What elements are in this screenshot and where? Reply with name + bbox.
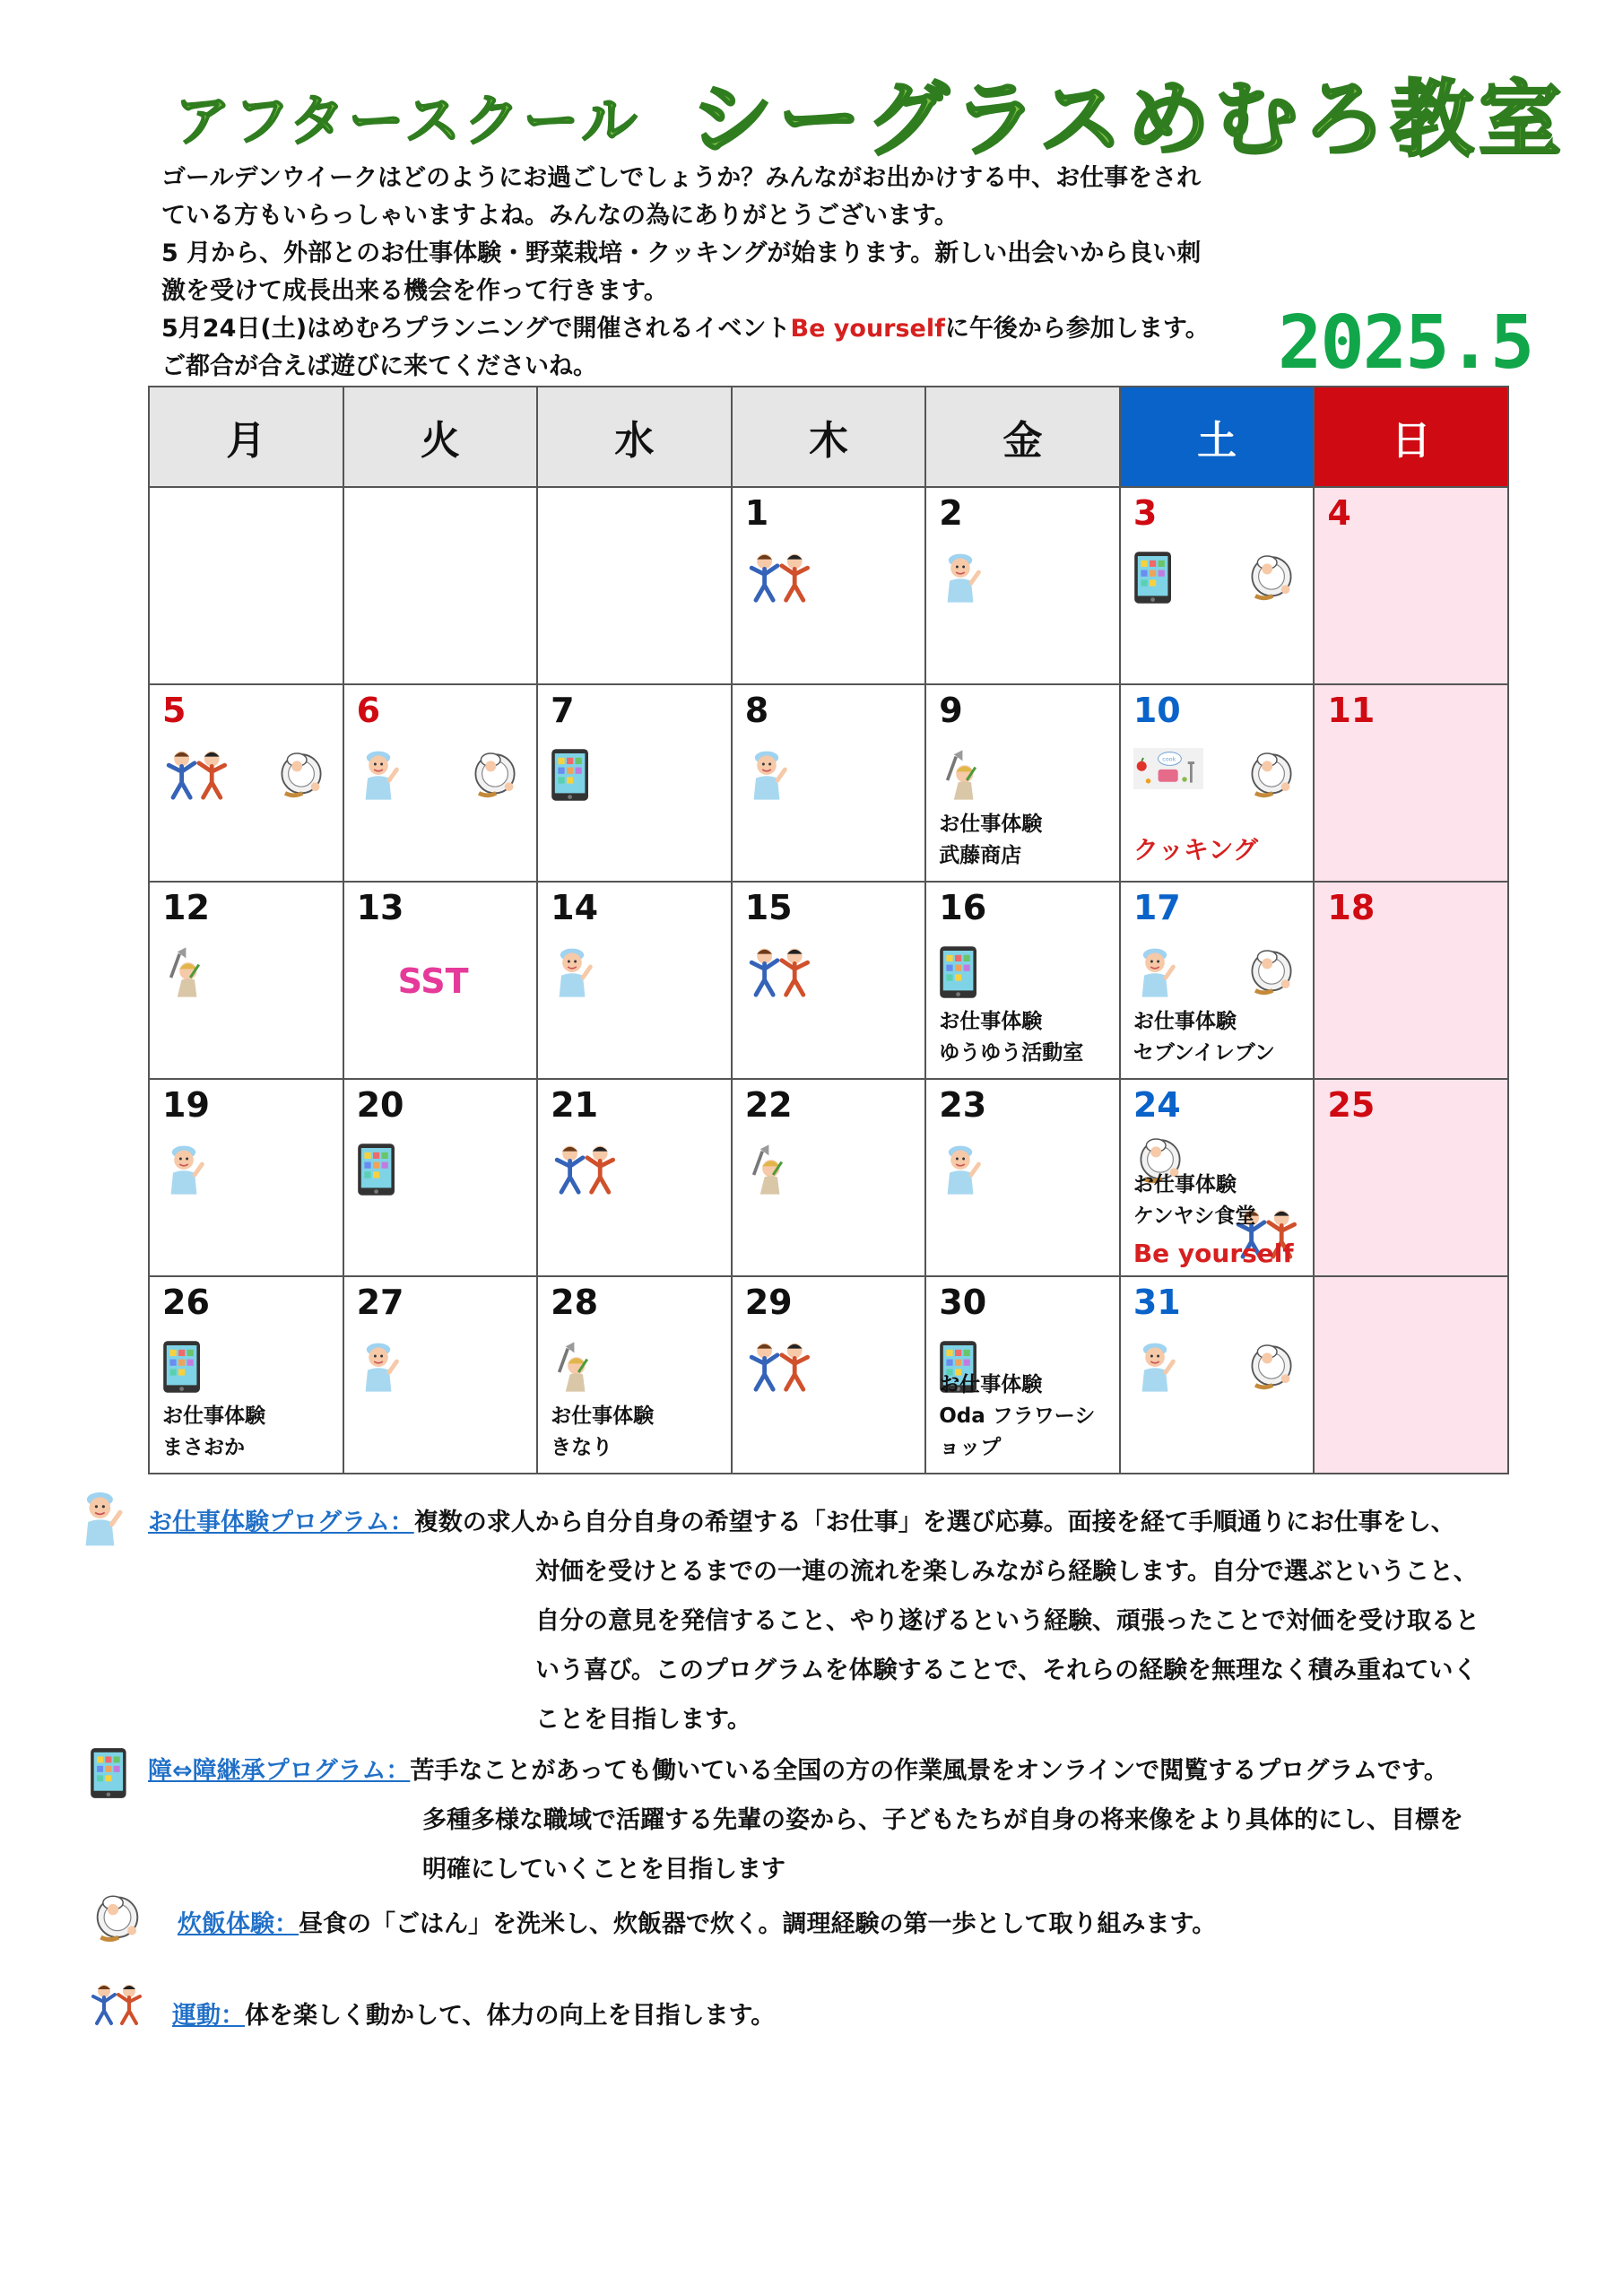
- day-event-text: [162, 1401, 337, 1464]
- calendar-day-cell: [149, 882, 343, 1079]
- gardening-icon: [162, 945, 205, 1003]
- calendar-day-cell: [343, 1079, 538, 1276]
- intro-text-part: 5月24日(土)はめむろプランニングで開催されるイベント: [161, 315, 791, 343]
- day-number: 15: [744, 888, 793, 927]
- gardening-icon: [939, 748, 982, 805]
- rice-cooking-icon: [1245, 748, 1298, 805]
- day-icons: [1133, 945, 1305, 1010]
- legend-rice-text: 昼食の「ごはん」を洗米し、炊飯器で炊く。調理経験の第一歩として取り組みます。: [299, 1910, 1217, 1938]
- day-number: 1: [744, 493, 769, 533]
- day-icons: [162, 1340, 334, 1405]
- day-event-text: [1133, 1170, 1308, 1232]
- day-number: 12: [162, 888, 210, 927]
- day-number: 5: [162, 691, 187, 730]
- event-type: お仕事体験: [939, 1010, 1043, 1033]
- weekday-sun: 日: [1314, 387, 1508, 487]
- event-type: お仕事体験: [1133, 1010, 1237, 1033]
- tablet-icon: [162, 1340, 201, 1397]
- day-icons: [939, 748, 1110, 813]
- day-number: 21: [551, 1085, 599, 1125]
- legend-online-line: 苦手なことがあっても働いている全国の方の作業風景をオンラインで閲覧するプログラムです。: [410, 1757, 1448, 1785]
- day-event-text: [1133, 1006, 1308, 1069]
- event-name: Be yourself: [790, 315, 945, 343]
- intro-line: ている方もいらっしゃいますよね。みんなの為にありがとうございます。: [161, 202, 959, 230]
- day-number: 14: [551, 888, 599, 927]
- calendar-day-cell: [925, 1079, 1120, 1276]
- calendar-day-cell: [925, 684, 1120, 882]
- day-number: 11: [1327, 691, 1376, 730]
- calendar-day-cell: [1314, 684, 1508, 882]
- event-type: お仕事体験: [162, 1405, 265, 1428]
- rice-cooking-icon: [274, 748, 328, 805]
- day-icons: [1133, 551, 1305, 615]
- worker-icon: [1133, 945, 1176, 1003]
- day-number: 27: [356, 1283, 404, 1322]
- tablet-icon: [551, 748, 589, 805]
- rice-cooking-icon: [1245, 1340, 1298, 1397]
- legend-exercise-title: 運動：: [172, 2002, 245, 2030]
- calendar-day-cell: [537, 487, 732, 684]
- calendar-day-cell: [1314, 1276, 1508, 1474]
- day-icons: [551, 1143, 722, 1207]
- event-name: Be yourself: [1133, 1239, 1294, 1268]
- day-icons: [745, 748, 916, 813]
- calendar: [148, 386, 1509, 1474]
- day-number: 20: [356, 1085, 404, 1125]
- event-place: 武藤商店: [939, 844, 1022, 867]
- calendar-day-cell: [925, 487, 1120, 684]
- calendar-week-row: [149, 684, 1508, 882]
- intro-line: ご都合が合えば遊びに来てくださいね。: [161, 352, 597, 380]
- exercise-icon: [551, 1143, 621, 1200]
- calendar-day-cell: [149, 1079, 343, 1276]
- day-number: 16: [939, 888, 987, 927]
- tablet-icon: [90, 1747, 127, 1803]
- rice-cooking-icon: [1245, 551, 1298, 608]
- rice-cooking-icon: [90, 1891, 145, 1950]
- day-icons: [745, 1340, 916, 1405]
- day-number: 30: [939, 1283, 987, 1322]
- day-icons: [357, 1143, 528, 1207]
- intro-text: [161, 160, 1264, 386]
- tablet-icon: [357, 1143, 395, 1200]
- day-number: 9: [939, 691, 963, 730]
- day-icons: [551, 945, 722, 1010]
- day-number: 18: [1327, 888, 1376, 927]
- svg-text:cook: cook: [1162, 755, 1176, 763]
- weekday-thu: 木: [732, 387, 926, 487]
- day-number: 31: [1133, 1283, 1181, 1322]
- calendar-day-cell: [1120, 684, 1315, 882]
- legend-rice-title: 炊飯体験：: [178, 1910, 299, 1938]
- calendar-day-cell: [343, 487, 538, 684]
- weekday-mon: 月: [149, 387, 343, 487]
- event-place: セブンイレブン: [1133, 1041, 1275, 1065]
- day-number: 26: [162, 1283, 210, 1322]
- day-number: 28: [551, 1283, 599, 1322]
- legend-work-line: 対価を受けとるまでの一連の流れを楽しみながら経験します。自分で選ぶということ、: [535, 1558, 1478, 1586]
- day-number: 4: [1327, 493, 1351, 533]
- worker-icon: [1133, 1340, 1176, 1397]
- tablet-icon: [939, 945, 977, 1003]
- legend-work-line: いう喜び。このプログラムを体験することで、それらの経験を無理なく積み重ねていく: [535, 1657, 1478, 1684]
- intro-text-part: に午後から参加します。: [944, 315, 1210, 343]
- legend-work-line: ことを目指します。: [535, 1706, 751, 1734]
- legend-online-line: 多種多様な職域で活躍する先輩の姿から、子どもたちが自身の将来像をより具体的にし、目標を: [422, 1806, 1463, 1834]
- day-number: 6: [356, 691, 381, 730]
- calendar-day-cell: [732, 487, 926, 684]
- day-event-text: [939, 1006, 1114, 1069]
- calendar-day-cell: [925, 882, 1120, 1079]
- day-icons: [745, 551, 916, 615]
- day-event-text: [939, 1370, 1114, 1464]
- day-icons: [939, 551, 1110, 615]
- worker-icon: [76, 1489, 124, 1552]
- day-icons: [939, 945, 1110, 1010]
- worker-icon: [357, 748, 400, 805]
- calendar-week-row: [149, 487, 1508, 684]
- event-place: Oda フラワーショップ: [939, 1405, 1096, 1459]
- event-type: お仕事体験: [551, 1405, 655, 1428]
- calendar-day-cell: [1314, 1079, 1508, 1276]
- legend-online-title: 障⇔障継承プログラム：: [148, 1757, 411, 1785]
- gardening-icon: [745, 1143, 788, 1200]
- weekday-tue: 火: [343, 387, 538, 487]
- worker-icon: [551, 945, 594, 1003]
- event-type: お仕事体験: [939, 813, 1043, 836]
- intro-line: ゴールデンウイークはどのようにお過ごしでしょうか？みんながお出かけする中、お仕事をされ: [161, 164, 1202, 192]
- calendar-day-cell: [732, 1079, 926, 1276]
- rice-cooking-icon: [468, 748, 522, 805]
- worker-icon: [939, 551, 982, 608]
- legend-online: [148, 1746, 1511, 1894]
- intro-line: 激を受けて成長出来る機会を作って行きます。: [161, 277, 668, 305]
- day-number: 29: [744, 1283, 793, 1322]
- legend-exercise: [172, 1991, 1499, 2040]
- worker-icon: [162, 1143, 205, 1200]
- weekday-header: [149, 387, 1508, 487]
- day-icons: [357, 1340, 528, 1405]
- worker-icon: [357, 1340, 400, 1397]
- rice-cooking-icon: [1245, 945, 1298, 1003]
- sst-label: SST: [397, 961, 469, 1001]
- worker-icon: [745, 748, 788, 805]
- legend-work: [148, 1498, 1511, 1744]
- legend-work-line: 自分の意見を発信すること、やり遂げるという経験、頑張ったことで対価を受け取ると: [535, 1607, 1480, 1635]
- worker-icon: [939, 1143, 982, 1200]
- tablet-icon: [1133, 551, 1172, 608]
- calendar-week-row: [149, 882, 1508, 1079]
- day-icons: [745, 945, 916, 1010]
- exercise-icon: [745, 551, 815, 608]
- event-place: ゆうゆう活動室: [939, 1041, 1084, 1065]
- day-icons: [162, 945, 334, 1010]
- day-number: 10: [1133, 691, 1181, 730]
- calendar-day-cell: [1120, 487, 1315, 684]
- calendar-week-row: [149, 1276, 1508, 1474]
- legend-exercise-text: 体を楽しく動かして、体力の向上を目指します。: [245, 2002, 776, 2030]
- calendar-day-cell: [149, 487, 343, 684]
- event-type: お仕事体験: [1133, 1173, 1237, 1196]
- calendar-day-cell: [343, 684, 538, 882]
- day-icons: [551, 748, 722, 813]
- calendar-day-cell: [1314, 487, 1508, 684]
- exercise-icon: [162, 748, 232, 805]
- calendar-day-cell: [1120, 1079, 1315, 1276]
- day-number: 19: [162, 1085, 210, 1125]
- day-number: 2: [939, 493, 963, 533]
- legend-work-title: お仕事体験プログラム：: [148, 1509, 414, 1536]
- day-icons: [162, 1143, 334, 1207]
- day-icons: [551, 1340, 722, 1405]
- event-type: お仕事体験: [939, 1373, 1043, 1396]
- intro-line: [161, 310, 1264, 348]
- calendar-day-cell: [732, 1276, 926, 1474]
- event-place: きなり: [551, 1436, 613, 1459]
- weekday-fri: 金: [925, 387, 1120, 487]
- calendar-day-cell: [1314, 882, 1508, 1079]
- legend-rice: [178, 1900, 1505, 1949]
- day-number: 7: [551, 691, 575, 730]
- exercise-icon: [745, 1340, 815, 1397]
- day-number: 25: [1327, 1085, 1376, 1125]
- legend-online-line: 明確にしていくことを目指します: [422, 1856, 785, 1883]
- calendar-day-cell: [537, 882, 732, 1079]
- cooking-icon: [1133, 748, 1203, 793]
- calendar-day-cell: [537, 684, 732, 882]
- intro-line: 5 月から、外部とのお仕事体験・野菜栽培・クッキングが始まります。新しい出会いから良い刺: [161, 239, 1202, 267]
- legend-work-line: 複数の求人から自分自身の希望する「お仕事」を選び応募。面接を経て手順通りにお仕事をし、: [413, 1509, 1455, 1536]
- calendar-day-cell: [149, 684, 343, 882]
- weekday-wed: 水: [537, 387, 732, 487]
- day-number: 24: [1133, 1085, 1181, 1125]
- day-icons: [162, 748, 334, 813]
- day-icons: [939, 1143, 1110, 1207]
- calendar-day-cell: [732, 684, 926, 882]
- calendar-day-cell: [1120, 1276, 1315, 1474]
- year-month: 2025.5: [1278, 300, 1533, 386]
- calendar-week-row: [149, 1079, 1508, 1276]
- calendar-day-cell: [925, 1276, 1120, 1474]
- day-icons: [357, 748, 528, 813]
- day-icons: [745, 1143, 916, 1207]
- title-large: シーグラスめむろ教室: [690, 72, 1567, 168]
- exercise-icon: [745, 945, 815, 1003]
- day-number: 8: [744, 691, 769, 730]
- day-event-text: [551, 1401, 725, 1464]
- day-number: 17: [1133, 888, 1181, 927]
- day-number: 22: [744, 1085, 793, 1125]
- gardening-icon: [551, 1340, 594, 1397]
- day-event-text: [939, 809, 1114, 872]
- day-number: 3: [1133, 493, 1158, 533]
- calendar-day-cell: [1120, 882, 1315, 1079]
- cooking-label: クッキング: [1133, 835, 1258, 865]
- day-number: 13: [356, 888, 404, 927]
- weekday-sat: 土: [1120, 387, 1315, 487]
- calendar-day-cell: [537, 1276, 732, 1474]
- event-place: ケンヤシ食堂: [1133, 1205, 1256, 1228]
- calendar-day-cell: [149, 1276, 343, 1474]
- day-number: 23: [939, 1085, 987, 1125]
- event-place: まさおか: [162, 1436, 245, 1459]
- calendar-day-cell: [343, 1276, 538, 1474]
- exercise-icon: [88, 1982, 146, 2031]
- day-icons: [1133, 748, 1305, 813]
- calendar-day-cell: [537, 1079, 732, 1276]
- day-icons: [1133, 1340, 1305, 1405]
- title-small: アフタースクール: [175, 88, 641, 153]
- calendar-day-cell: [732, 882, 926, 1079]
- calendar-day-cell: [343, 882, 538, 1079]
